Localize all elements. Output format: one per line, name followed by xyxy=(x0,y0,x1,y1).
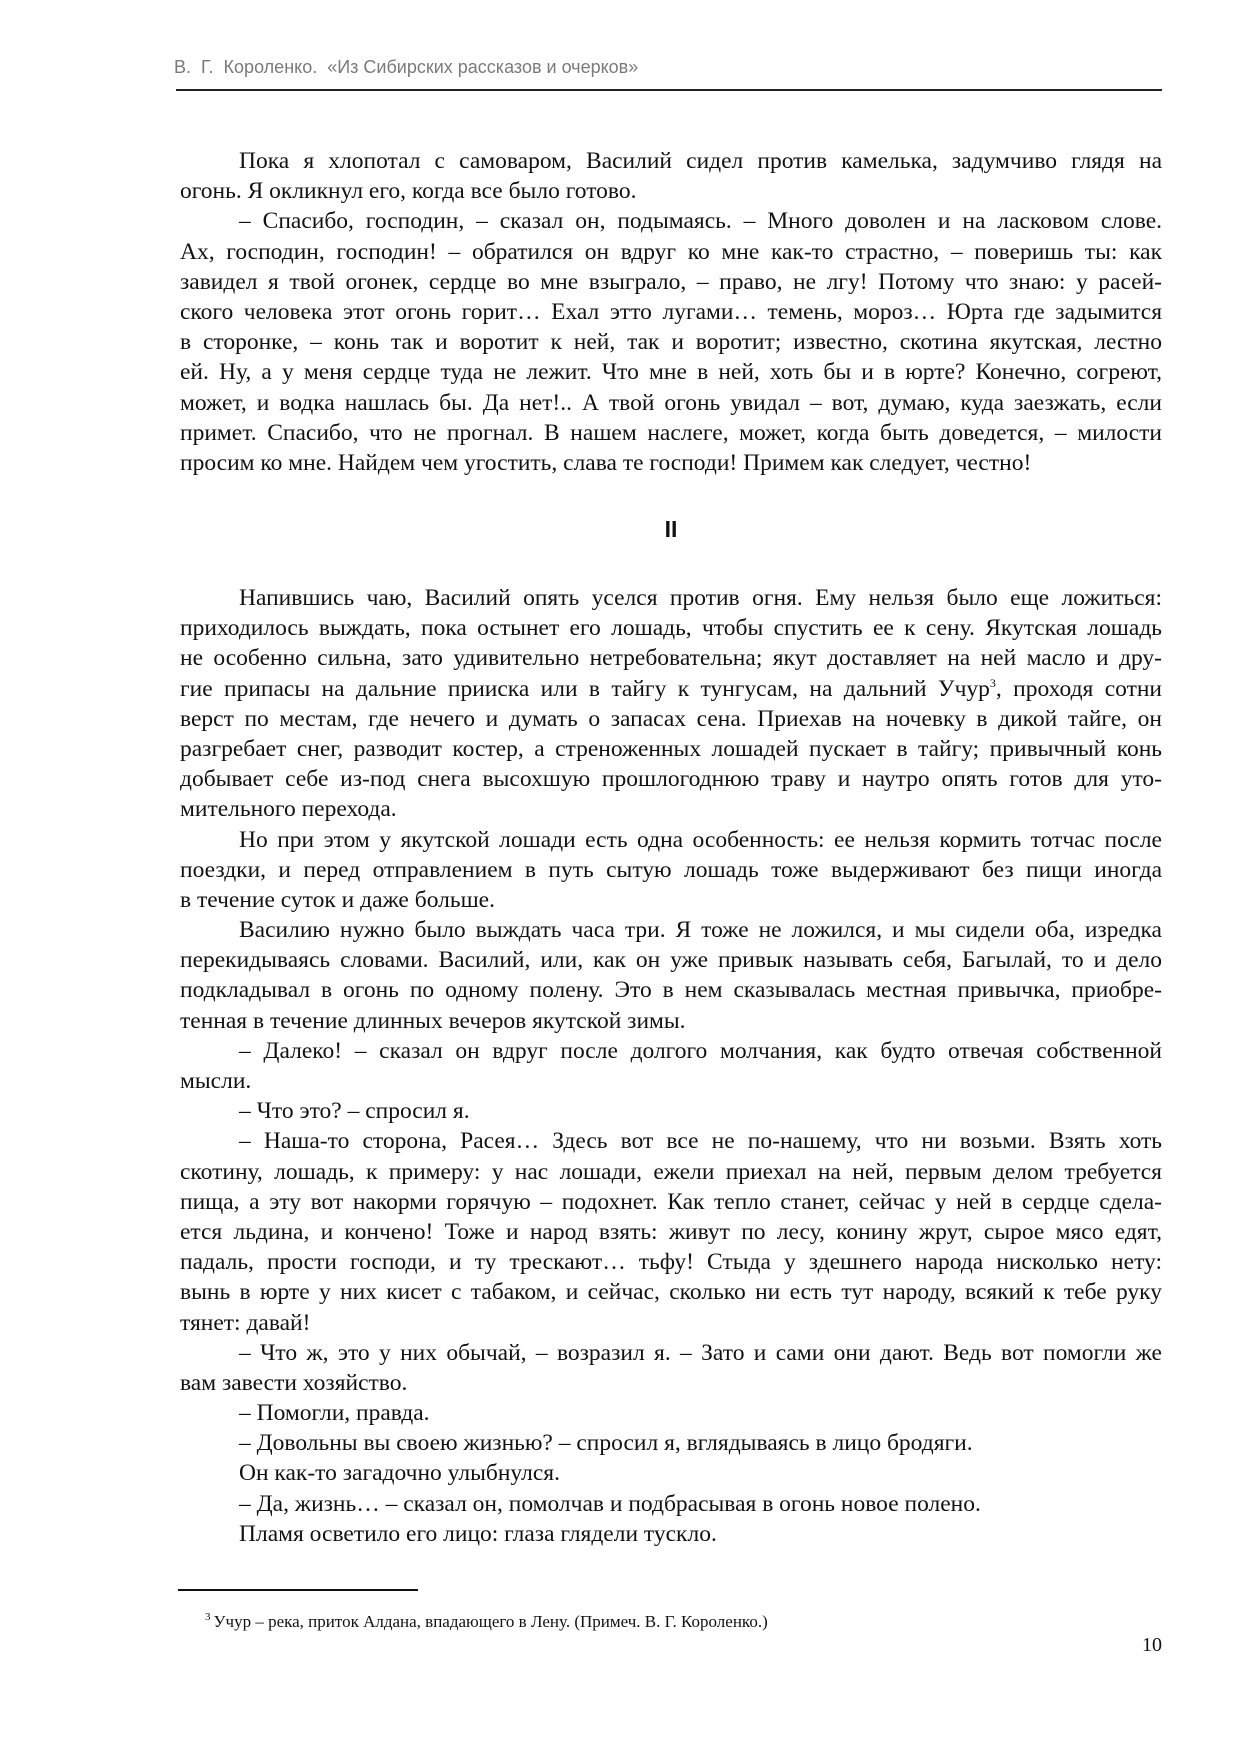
text-line: – Что это? – спросил я. xyxy=(239,1098,470,1125)
text-line: вам завести хозяйство. xyxy=(180,1369,408,1396)
section-heading: II xyxy=(664,516,678,542)
footnote-reference[interactable]: 3 xyxy=(989,675,996,690)
text-line: просим ко мне. Найдем чем угостить, слава те господи! Примем как следует, честно! xyxy=(180,449,1032,476)
text-line: – Да, жизнь… – сказал он, помолчав и подбрасывая в огонь новое полено. xyxy=(239,1490,981,1517)
paragraph xyxy=(180,1398,1162,1428)
paragraph xyxy=(180,1489,1162,1519)
text-line: Но при этом у якутской лошади есть одна особенность: ее нельзя кормить тотчас после xyxy=(239,826,1162,853)
text-line: Напившись чаю, Василий опять уселся против огня. Ему нельзя было еще ложиться: xyxy=(239,585,1162,611)
paragraph xyxy=(180,915,1162,1036)
footnote xyxy=(205,1612,768,1632)
text-line: Он как-то загадочно улыбнулся. xyxy=(239,1460,560,1487)
text-line: в течение суток и даже больше. xyxy=(180,886,495,913)
text-line: ется льдина, и кончено! Тоже и народ взять: живут по лесу, конину жрут, сырое мясо едят, xyxy=(180,1218,1162,1245)
text-line: скотину, лошадь, к примеру: у нас лошади, ежели приехал на ней, первым делом требуется xyxy=(180,1158,1162,1185)
text-line: Пламя осветило его лицо: глаза глядели тускло. xyxy=(239,1520,717,1547)
text-line: – Что ж, это у них обычай, – возразил я. – Зато и сами они дают. Ведь вот помогли же xyxy=(239,1339,1162,1366)
section-1-text xyxy=(180,146,1162,478)
paragraph xyxy=(180,1338,1162,1398)
text-line: в сторонке, – конь так и воротит к ней, так и воротит; известно, скотина якутская, лестно xyxy=(180,329,1162,356)
text-line: не особенно сильна, зато удивительно нетребовательна; якут доставляет на ней масло и дру- xyxy=(180,645,1162,672)
text-line: – Довольны вы своею жизнью? – спросил я, вглядываясь в лицо бродяги. xyxy=(239,1430,973,1457)
paragraph xyxy=(180,206,1162,478)
text-line: ского человека этот огонь горит… Ехал этто лугами… темень, мороз… Юрта где задымится xyxy=(180,298,1162,325)
footnote-text: Учур – река, приток Алдана, впадающего в Лену. (Примеч. В. Г. Короленко.) xyxy=(213,1612,768,1631)
text-line: – Наша-то сторона, Расея… Здесь вот все не по-нашему, что ни возьми. Взять хоть xyxy=(239,1128,1162,1155)
text-line: падаль, прости господи, и ту трескают… тьфу! Стыда у здешнего народа нисколько нету: xyxy=(180,1249,1162,1276)
text-line: пища, а эту вот накорми горячую – подохнет. Как тепло станет, сейчас у ней в сердце сдела- xyxy=(180,1188,1162,1215)
running-header-title: В. Г. Короленко. «Из Сибирских рассказов и очерков» xyxy=(174,57,639,77)
text-line: добывает себе из-под снега высохшую прошлогоднюю траву и наутро опять готов для уто- xyxy=(180,766,1162,793)
text-line: может, и водка нашлась бы. Да нет!.. А твой огонь увидал – вот, думаю, куда заезжать, если xyxy=(180,389,1162,416)
text-line: примет. Спасибо, что не прогнал. В нашем наслеге, может, когда быть доведется, – милости xyxy=(180,419,1162,446)
text-line: верст по местам, где нечего и думать о запасах сена. Приехав на ночевку в дикой тайге, он xyxy=(180,705,1162,732)
text-segment: гие припасы на дальние прииска или в тайгу к тунгусам, на дальний Учур xyxy=(180,675,990,702)
text-line xyxy=(180,674,1162,704)
paragraph xyxy=(180,1458,1162,1488)
paragraph xyxy=(180,825,1162,916)
paragraph xyxy=(180,1519,1162,1549)
text-line: мительного перехода. xyxy=(180,796,397,823)
paragraph xyxy=(180,1036,1162,1096)
paragraph xyxy=(180,1096,1162,1126)
text-line: ей. Ну, а у меня сердце туда не лежит. Что мне в ней, хоть бы и в юрте? Конечно, согреют, xyxy=(180,359,1162,386)
text-line: перекидываясь словами. Василий, или, как он уже привык называть себя, Багылай, то и дело xyxy=(180,947,1162,974)
text-line: – Далеко! – сказал он вдруг после долгого молчания, как будто отвечая собственной xyxy=(239,1037,1162,1064)
text-line: тянет: давай! xyxy=(180,1309,311,1336)
text-line: приходилось выждать, пока остынет его лошадь, чтобы спустить ее к сену. Якутская лошадь xyxy=(180,615,1162,642)
footnote-marker: 3 xyxy=(205,1611,211,1623)
page-number: 10 xyxy=(1142,1634,1162,1656)
header-rule xyxy=(176,89,1162,91)
text-line: мысли. xyxy=(180,1068,252,1094)
text-segment: , проходя сотни xyxy=(995,675,1162,702)
text-line: Василию нужно было выждать часа три. Я тоже не ложился, и мы сидели оба, изредка xyxy=(239,917,1162,944)
text-line: тенная в течение длинных вечеров якутской зимы. xyxy=(180,1007,686,1034)
footnote-rule xyxy=(178,1589,418,1591)
text-line: разгребает снег, разводит костер, а стреноженных лошадей пускает в тайгу; привычный конь xyxy=(180,735,1162,762)
text-line: огонь. Я окликнул его, когда все было готово. xyxy=(180,178,637,205)
text-line: – Помогли, правда. xyxy=(239,1400,430,1427)
paragraph xyxy=(180,146,1162,206)
paragraph xyxy=(180,1126,1162,1337)
paragraph xyxy=(180,1428,1162,1458)
text-line: – Спасибо, господин, – сказал он, подымаясь. – Много доволен и на ласковом слове. xyxy=(239,208,1162,235)
text-line: Ах, господин, господин! – обратился он вдруг ко мне как-то страстно, – поверишь ты: как xyxy=(180,238,1162,265)
text-line: вынь в юрте у них кисет с табаком, и сейчас, сколько ни есть тут народу, всякий к тебе руку xyxy=(180,1279,1162,1306)
text-line: поездки, и перед отправлением в путь сытую лошадь тоже выдерживают без пищи иногда xyxy=(180,856,1162,883)
text-line: завидел я твой огонек, сердце во мне взыграло, – право, не лгу! Потому что знаю: у расей- xyxy=(180,268,1162,295)
paragraph xyxy=(180,583,1162,825)
text-line: подкладывал в огонь по одному полену. Это в нем сказывалась местная привычка, приобре- xyxy=(180,977,1162,1004)
text-line: Пока я хлопотал с самоваром, Василий сидел против камелька, задумчиво глядя на xyxy=(239,148,1162,174)
section-2-text xyxy=(180,583,1162,1549)
